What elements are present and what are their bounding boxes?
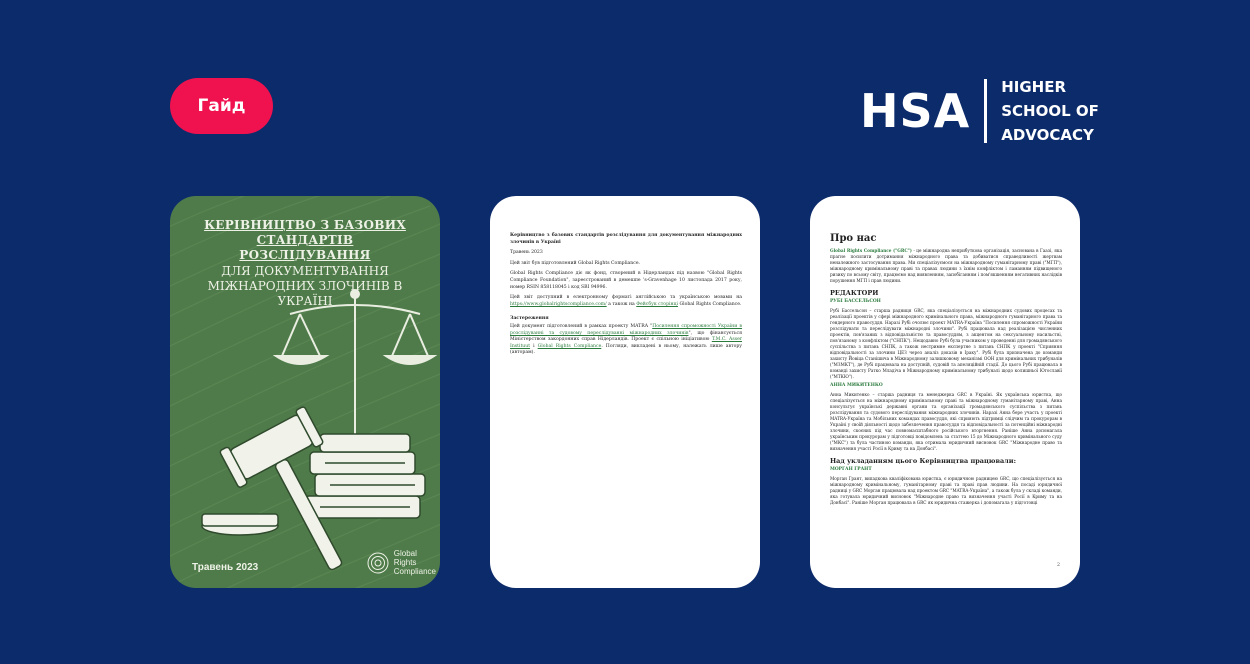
cover-title xyxy=(190,218,420,309)
asser-link[interactable]: T.M.C. Asser Instituut xyxy=(510,337,742,349)
cover-title-sub: ДЛЯ ДОКУМЕНТУВАННЯ МІЖНАРОДНИХ ЗЛОЧИНІВ В УКРАЇНІ xyxy=(207,264,403,308)
about-title: Про нас xyxy=(830,233,877,244)
imprint-paragraph: Цей звіт був підготовлений Global Rights Compliance. xyxy=(510,260,640,266)
cover-date: Травень 2023 xyxy=(192,562,259,573)
grc-link[interactable]: Global Rights Compliance xyxy=(537,343,602,349)
disclaimer-title: Застереження xyxy=(510,316,549,322)
editor-name: РУБІ БАССЕЛЬСОН xyxy=(830,299,881,304)
author-name: МОРГАН ГРАНТ xyxy=(830,467,872,472)
imprint-content xyxy=(510,233,742,361)
editor-name: АННА МИКИТЕНКО xyxy=(830,383,883,388)
editors-heading: РЕДАКТОРИ xyxy=(830,289,879,297)
logo-line: HIGHER xyxy=(1001,78,1067,96)
logo-mark: HSA xyxy=(860,84,971,138)
grc-logo-line: Global xyxy=(393,549,417,558)
logo-line: ADVOCACY xyxy=(1001,126,1094,144)
grc-logo-line: Compliance xyxy=(393,567,436,576)
grc-logo xyxy=(366,549,436,576)
imprint-heading: Керівництво з базових стандартів розслідування для документування міжнародних злочинів в Україні xyxy=(510,233,742,245)
about-intro: Global Rights Compliance ("GRC") - це міжнародна неприбуткова організація, заснована в Гаазі, яка прагне посилити дотримання міжнародного права та добиватися справедливості жертвам неналежного застосування права. Ми спеціалізуємося на міжнародному гуманітарному праві ("МГП"), міжнародному кримінальному праві та правах людини з їхнім конфліктом і ламанням підвищеного ризику по всьому світу, працюємо над виявленням, запобіганням і пом'якшенням негативних наслідків порушення МГП і прав людини. xyxy=(830,248,1062,283)
contributors-heading: Над укладанням цього Керівництва працювали: xyxy=(830,457,1016,465)
imprint-paragraph: Global Rights Compliance діє як фонд, створений в Нідерландах під назвою "Global Rights Compliance Foundation", зареєстрований в демешпе 's-Gravenhage 10 листопада 2017 року, номер RSIN 858118045 і код SBI 94996. xyxy=(510,271,742,290)
logo-line: SCHOOL OF xyxy=(1001,102,1099,120)
project-link[interactable]: Посилення спроможності України в розслідуванні та судовому переслідуванні міжнародних злочинів xyxy=(510,323,742,336)
disclaimer-paragraph: Цей документ підготовлений в рамках проекту MATRA "Посилення спроможності України в розслідуванні та судовому переслідуванні міжнародних злочинів", що фінансується Міністерством закордонних справ Нідерландів. Проект є спільною ініціативою T.M.C. Asser Instituut і Global Rights Compliance. Погляди, викладені в ньому, належать лише автору (авторам). xyxy=(510,323,742,356)
guide-badge: Гайд xyxy=(170,78,273,134)
editor-bio: Анна Микитенко – старша радниця та менеджерка GRC в Україні. Як українська юристка, що спеціалізується на міжнародному кримінальному праві та міжнародному гуманітарному праві, Анна консультує українські державні органи та організації громадянського суспільства з питань розслідування та судового переслідування міжнародних злочинів. Наразі Анна бере участь у проекті MATRA-Україна та Мобільних командах правосуддя, які сприяють підтримці слідчим та прокурорам в Україні у своїй діяльності щодо забезпечення правосуддя та відповідальності за потенційні міжнародні злочини, скоєних під час повномасштабного російського вторгнення. Раніше Анна допомагала українським прокурорам у підготовці повідомлень за статтею 15 до Міжнародного кримінального суду ("МКС") та була частиною команди, яка отримала юридичний висновок GRC "Міжнародне право та визначення участі Росії в Криму та на Донбасі". xyxy=(830,392,1062,451)
grc-logo-text xyxy=(394,549,436,576)
logo-text xyxy=(1001,75,1099,147)
about-content xyxy=(830,233,1062,508)
imprint-date: Травень 2023 xyxy=(510,250,543,256)
grc-website-link[interactable]: https://www.globalrightscompliance.com/ xyxy=(510,301,607,307)
logo-divider xyxy=(984,79,987,143)
imprint-paragraph: Цей звіт доступний в електронному форматі англійською та українською мовами на https://www.globalrightscompliance.com/ а також на Фейсбук сторінці Global Rights Compliance. xyxy=(510,295,742,307)
imprint-page-card xyxy=(490,196,760,588)
cover-page-card xyxy=(170,196,440,588)
grc-logo-icon xyxy=(366,551,390,575)
grc-logo-line: Rights xyxy=(393,558,417,567)
cover-title-main: КЕРІВНИЦТВО З БАЗОВИХ СТАНДАРТІВ РОЗСЛІДУВАННЯ xyxy=(204,218,406,262)
facebook-link[interactable]: Фейсбук сторінці xyxy=(636,301,678,307)
about-page-card xyxy=(810,196,1080,588)
author-bio: Морган Грант, випадкова кваліфікована юристка, є юридичною радницею GRC, що спеціалізується на міжнародному кримінальному, гуманітарному праві та праві прав людини. На посаді юридичної радниці у GRC Морган працювала над проектом GRC "MATRA-Україна", а також була у складі команди, яка готувала юридичний висновок "Міжнародне право та визначення участі Росії в Криму та на Донбасі". Раніше Морган працювала в GRC як юридична стажерка і допомагала у підготовці xyxy=(830,476,1062,505)
books-illustration xyxy=(305,434,425,518)
hsa-logo xyxy=(860,76,1099,146)
page-number: 2 xyxy=(1056,562,1060,568)
editor-bio: Рубі Бассельсон – старша радниця GRC, яка спеціалізується на міжнародних судових процесах та реалізації проектів у сфері міжнародного кримінального права, міжнародного гуманітарного права та гендерного правосуддя. Наразі Рубі очолює проект MATRA-Україна "Посилення спроможності України розслідувати та переслідувати міжнародні злочини". Рубі працювала над реалізацією численних проектів, пов'язаних з відповідальністю та правосуддям, з акцентом на сексуальному насильстві, пов'язаному з конфліктом ("СНПК"). Нещодавно Рубі була учасником у проведенні для громадянського суспільства з питань СНПК, а також нестримне експертне з питань СНПК у проекті "Сприяння відповідальності за злочини ЦЕЗ через аналіз доказів в Іраку". Рубі була призначена до команди захисту Йовіца Станішича в Міжнародному залишковому механізмі ООН для кримінальних трибуналів ("МЗМКТ"), де Рубі працювала на доступній, судовій та апеляційній стадії. До цього Рубі працювала в команді захисту Ратко Младіча в Міжнародному кримінальному трибуналі щодо колишньої Югославії ("МТКЮ"). xyxy=(830,308,1062,379)
